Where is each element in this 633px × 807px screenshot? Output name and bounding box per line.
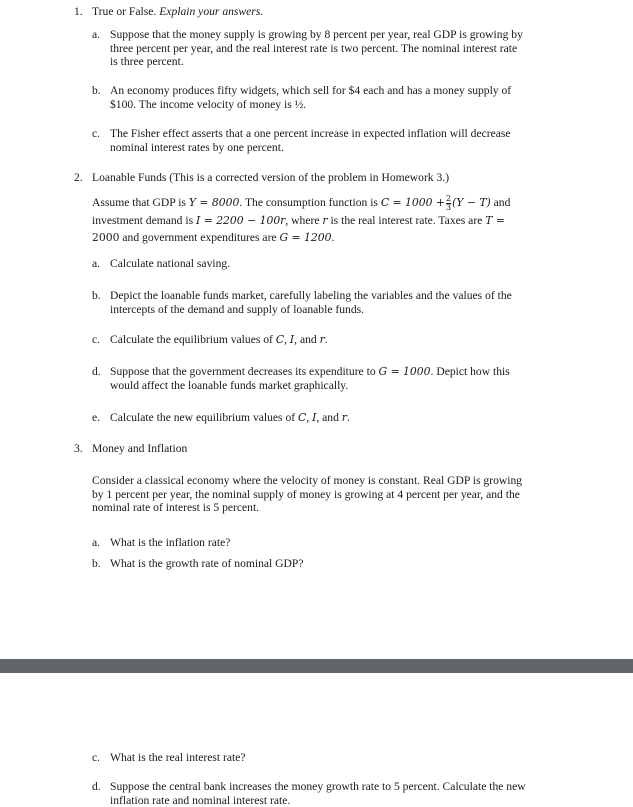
q2-part-d: [92, 365, 572, 393]
intro-line-3: 2000 and government expenditures are G = 1200.: [92, 231, 335, 244]
text-line: Calculate national saving.: [110, 257, 231, 270]
q3-part-a: [92, 536, 572, 550]
part-text: [110, 365, 570, 392]
q1-part-c: [92, 127, 572, 155]
text-line: Consider a classical economy where the velocity of money is constant. Real GDP is growing: [92, 474, 523, 487]
part-text: Calculate the equilibrium values of C, I, and r.: [110, 333, 328, 346]
part-letter: c.: [92, 127, 101, 140]
part-text: [110, 751, 570, 765]
question-number: 3.: [74, 442, 83, 455]
part-letter: c.: [92, 333, 101, 346]
part-text: [110, 28, 570, 69]
equation-taxes: T =: [485, 214, 505, 227]
q3-part-c: [92, 751, 572, 765]
text-line: would affect the loanable funds market graphically.: [110, 378, 349, 392]
text-line: inflation rate and nominal interest rate.: [110, 793, 291, 807]
part-letter: d.: [92, 780, 101, 793]
text-line: Depict the loanable funds market, carefully labeling the variables and the values of the: [110, 289, 512, 302]
question-title: Loanable Funds (This is a corrected version of the problem in Homework 3.): [92, 171, 450, 184]
text-line: The Fisher effect asserts that a one percent increase in expected inflation will decrease: [110, 127, 511, 140]
q3-paragraph: [92, 474, 572, 516]
part-letter: b.: [92, 84, 101, 97]
part-text: [110, 780, 570, 807]
intro-line-1: Assume that GDP is Y = 8000. The consumption function is C = 1000 + $\frac{2}{3}$ (Y − T) and: [92, 193, 511, 212]
q2-part-a: [92, 257, 572, 271]
text-line: nominal interest rates by one percent.: [110, 140, 284, 154]
equation-consumption: C = 1000 +: [380, 196, 445, 209]
part-text: [110, 557, 570, 571]
text-line: intercepts of the demand and supply of loanable funds.: [110, 302, 365, 316]
q1-part-a: [92, 28, 572, 70]
equation-government-new: G = 1000: [378, 365, 431, 378]
intro-line-2: investment demand is I = 2200 − 100r, where r is the real interest rate. Taxes are T =: [92, 214, 505, 227]
text-line: Suppose the central bank increases the money growth rate to 5 percent. Calculate the new: [110, 780, 526, 793]
part-text: [110, 84, 570, 111]
question-subtitle: Explain your answers.: [159, 5, 264, 18]
text-line: Suppose that the government decreases its expenditure to G = 1000. Depict how this: [110, 365, 510, 378]
q2-intro-paragraph: [92, 194, 562, 246]
part-letter: b.: [92, 289, 101, 302]
part-letter: b.: [92, 557, 101, 570]
q1-part-b: [92, 84, 572, 112]
q2-part-b: [92, 289, 572, 317]
equation-investment: I = 2200 − 100r: [196, 214, 286, 227]
text-line: is three percent.: [110, 55, 184, 68]
part-letter: a.: [92, 28, 101, 41]
text-line: by 1 percent per year, the nominal supply of money is growing at 4 percent per year, and the: [92, 487, 520, 501]
text-line: nominal rate of interest is 5 percent.: [92, 501, 260, 514]
text-line: $100. The income velocity of money is ½.: [110, 97, 307, 111]
question-number: 2.: [74, 171, 83, 184]
part-letter: d.: [92, 365, 101, 378]
part-letter: a.: [92, 536, 101, 549]
part-text: [110, 257, 570, 271]
question-1-heading: [74, 5, 594, 19]
part-letter: c.: [92, 751, 101, 764]
fraction-two-thirds: $\frac{2}{3}$: [445, 193, 452, 212]
page-break-divider: [0, 659, 633, 673]
question-3-heading: [74, 442, 594, 456]
part-text: [110, 289, 570, 316]
text-line: Suppose that the money supply is growing by 8 percent per year, real GDP is growing by: [110, 28, 523, 41]
text-line: What is the growth rate of nominal GDP?: [110, 557, 304, 570]
part-text: [110, 536, 570, 550]
question-number: 1.: [74, 5, 83, 18]
q3-part-b: [92, 557, 572, 571]
text-line: What is the inflation rate?: [110, 536, 231, 549]
question-title: Money and Inflation: [92, 442, 188, 455]
part-text: [110, 127, 570, 154]
q2-part-e: [92, 411, 572, 425]
text-line: An economy produces fifty widgets, which sell for $4 each and has a money supply of: [110, 84, 512, 97]
question-2-heading: [74, 171, 594, 185]
text-line: What is the real interest rate?: [110, 751, 246, 764]
part-letter: a.: [92, 257, 101, 270]
part-letter: e.: [92, 411, 101, 424]
equation-government: G = 1200: [279, 231, 332, 244]
equation-gdp: Y = 8000: [188, 196, 240, 209]
q3-part-d: [92, 780, 572, 807]
text-line: three percent per year, and the real interest rate is two percent. The nominal interest rate: [110, 41, 518, 55]
question-title: True or False. Explain your answers.: [92, 5, 264, 18]
q2-part-c: [92, 333, 572, 347]
part-text: Calculate the new equilibrium values of C, I, and r.: [110, 411, 350, 424]
